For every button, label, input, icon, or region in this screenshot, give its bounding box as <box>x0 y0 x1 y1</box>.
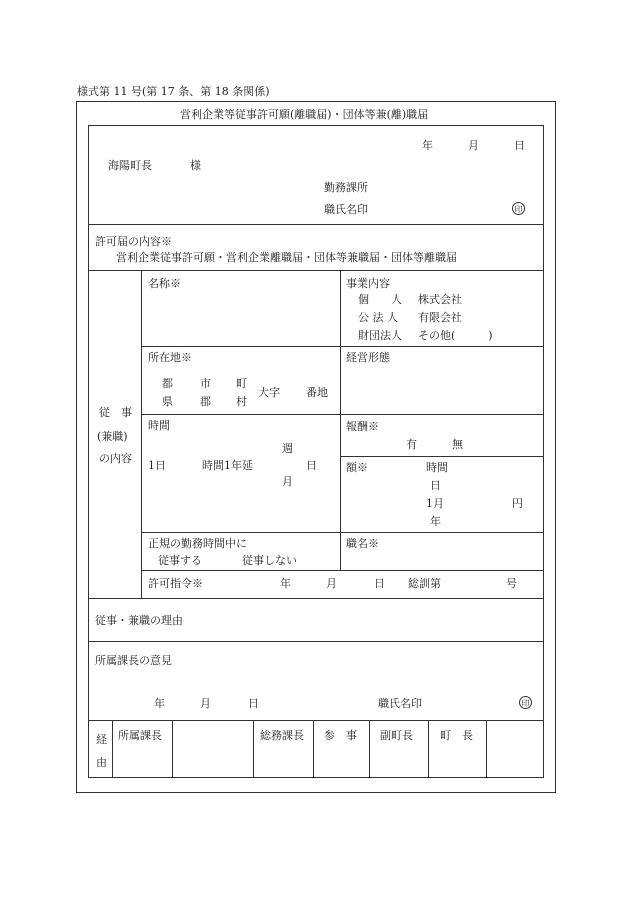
remuneration-label: 報酬※ <box>346 420 379 433</box>
business-stock-company: 株式会社 <box>418 293 462 306</box>
permission-options: 営利企業従事許可願・営利企業離職届・団体等兼職届・団体等離職届 <box>116 251 457 264</box>
name-field-label: 名称※ <box>148 277 181 290</box>
permit-order-number-prefix: 総訓第 <box>408 577 441 590</box>
routing-dept-head: 所属課長 <box>118 729 162 742</box>
location-shi: 市 <box>200 377 211 390</box>
divider-after-name <box>141 346 544 347</box>
location-gun: 郡 <box>200 395 211 408</box>
addressee-honorific: 様 <box>190 159 201 172</box>
amount-hour: 時間 <box>426 461 448 474</box>
permit-order-year: 年 <box>280 577 291 590</box>
divider-after-applicant <box>88 224 544 225</box>
divider-after-opinion <box>88 720 544 721</box>
regular-hours-engaged: 従事する <box>158 554 202 567</box>
date-month: 月 <box>468 139 479 152</box>
routing-col-4 <box>313 720 314 778</box>
divider-after-permit <box>88 598 544 599</box>
hours-day: 1日 <box>148 459 166 472</box>
routing-col-1 <box>112 720 113 778</box>
routing-mayor: 町 長 <box>440 729 473 742</box>
name-seal-label: 職氏名印 <box>324 203 368 216</box>
location-to: 都 <box>162 377 173 390</box>
business-individual: 個 人 <box>358 293 402 306</box>
opinion-day: 日 <box>248 697 259 710</box>
routing-general-affairs: 総務課長 <box>260 729 304 742</box>
seal-icon: 印 <box>512 202 525 215</box>
seal-icon: 印 <box>519 696 532 709</box>
hours-month: 月 <box>282 475 293 488</box>
section-label-line3: の内容 <box>99 452 132 465</box>
middle-column-divider <box>340 270 341 570</box>
job-title-label: 職名※ <box>346 537 379 550</box>
hours-unit: 時間 <box>202 459 224 472</box>
opinion-year: 年 <box>154 697 165 710</box>
divider-after-permission <box>88 270 544 271</box>
location-label: 所在地※ <box>148 351 192 364</box>
date-year: 年 <box>422 139 433 152</box>
routing-label-bottom: 由 <box>96 756 107 769</box>
permit-order-number-suffix: 号 <box>506 577 517 590</box>
regular-hours-label: 正規の勤務時間中に <box>148 537 247 550</box>
divider-after-hours <box>141 532 544 533</box>
regular-hours-not-engaged: 従事しない <box>242 554 297 567</box>
permit-order-day: 日 <box>374 577 385 590</box>
amount-day: 日 <box>430 479 441 492</box>
divider-after-regular <box>141 570 544 571</box>
business-label: 事業内容 <box>346 277 390 290</box>
opinion-month: 月 <box>200 697 211 710</box>
routing-col-2 <box>172 720 173 778</box>
hours-week: 週 <box>282 442 293 455</box>
permission-label: 許可届の内容※ <box>95 235 172 248</box>
routing-col-3 <box>253 720 254 778</box>
location-oaza: 大字 <box>258 386 280 399</box>
section-label-line1: 従 事 <box>99 406 132 419</box>
form-number: 様式第 11 号(第 17 条、第 18 条関係) <box>77 85 270 98</box>
routing-label-top: 経 <box>96 733 107 746</box>
routing-col-5 <box>369 720 370 778</box>
addressee-name: 海陽町長 <box>108 159 152 172</box>
routing-counselor: 参 事 <box>324 729 357 742</box>
business-public-corp: 公 法 人 <box>358 311 398 324</box>
business-limited-company: 有限会社 <box>418 311 462 324</box>
hours-year-total: 1年延 <box>224 459 253 472</box>
section-label-divider <box>141 270 142 598</box>
permit-order-month: 月 <box>326 577 337 590</box>
section-label-line2: (兼職) <box>97 430 128 443</box>
reason-label: 従事・兼職の理由 <box>95 614 183 627</box>
routing-col-7 <box>486 720 487 778</box>
routing-col-6 <box>428 720 429 778</box>
business-foundation: 財団法人 <box>358 329 402 342</box>
location-banchi: 番地 <box>306 386 328 399</box>
location-mura: 村 <box>236 395 247 408</box>
location-machi: 町 <box>236 377 247 390</box>
amount-label: 額※ <box>346 461 368 474</box>
date-day: 日 <box>514 139 525 152</box>
opinion-name-seal-label: 職氏名印 <box>378 697 422 710</box>
divider-remuneration <box>340 456 544 457</box>
amount-month: 1月 <box>426 497 444 510</box>
permit-order-label: 許可指令※ <box>148 577 203 590</box>
hours-label: 時間 <box>148 419 170 432</box>
remuneration-yes: 有 <box>406 438 417 451</box>
divider-after-reason <box>88 641 544 642</box>
office-label: 勤務課所 <box>324 181 368 194</box>
amount-year: 年 <box>430 515 441 528</box>
location-ken: 県 <box>162 395 173 408</box>
remuneration-no: 無 <box>452 438 463 451</box>
hours-day-unit: 日 <box>306 459 317 472</box>
form-inner-frame <box>88 125 544 778</box>
management-label: 経営形態 <box>346 351 390 364</box>
supervisor-opinion-label: 所属課長の意見 <box>95 654 172 667</box>
amount-yen: 円 <box>512 497 523 510</box>
business-other: その他( ) <box>418 329 493 342</box>
divider-after-location <box>141 414 544 415</box>
routing-vice-mayor: 副町長 <box>380 729 413 742</box>
form-title: 営利企業等従事許可願(離職届)・団体等兼(離)職届 <box>180 108 429 121</box>
